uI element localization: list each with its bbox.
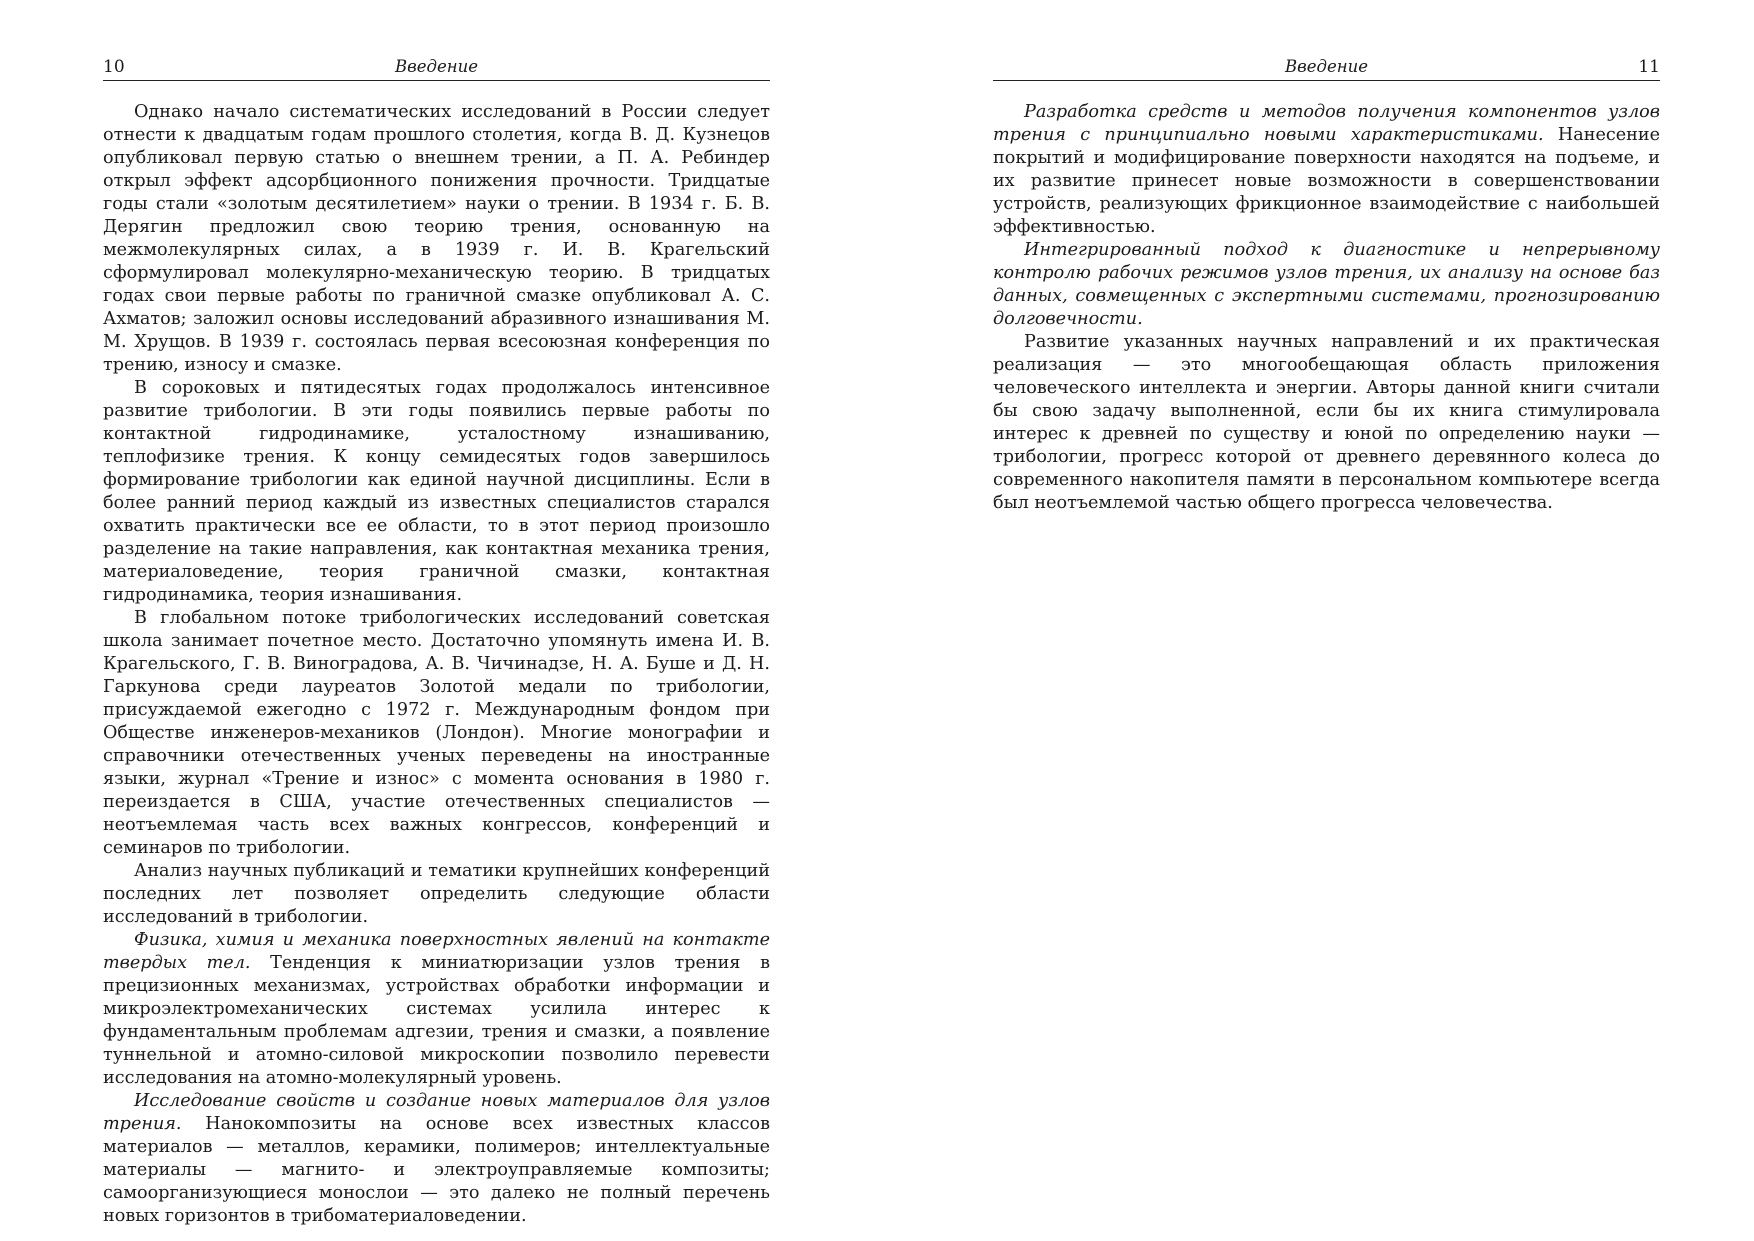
paragraph-text: В глобальном потоке трибологических исследований советская школа занимает почетное место. Достаточно упомянуть имена И. В. Крагельского, Г. В. Виноградова, А. В. Чичинадзе, Н. А. Буше и Д. Н. Гаркунова среди лауреатов Золотой медали по трибологии, присуждаемой ежегодно с 1972 г. Международным фондом при Обществе инженеров-механиков (Лондон). Многие монографии и справочники отечественных ученых переведены на иностранные языки, журнал «Трение и износ» с момента основания в 1980 г. переиздается в США, участие отечественных специалистов — неотъемлемая часть всех важных конгрессов, конференций и семинаров по трибологии. — [103, 608, 770, 858]
paragraph — [103, 1090, 770, 1228]
paragraph-lead-italic: Интегрированный подход к диагностике и непрерывному контролю рабочих режимов узлов трения, их анализу на основе баз данных, совмещенных с экспертными системами, прогнозированию долговечности. — [993, 240, 1660, 329]
paragraph-text: Нанесение покрытий и модифицирование поверхности находятся на подъеме, и их развитие принесет новые возможности в совершенствовании устройств, реализующих фрикционное взаимодействие с наибольшей эффективностью. — [993, 125, 1660, 237]
page-number: 11 — [1638, 57, 1660, 77]
running-title: Введение — [395, 57, 478, 76]
running-head — [993, 58, 1660, 81]
paragraph — [103, 607, 770, 860]
paragraph — [993, 101, 1660, 239]
paragraph — [103, 860, 770, 929]
paragraph-text: Нанокомпозиты на основе всех известных классов материалов — металлов, керамики, полимеров; интеллектуальные материалы — магнито- и электроуправляемые композиты; самоорганизующиеся монослои — это далеко не полный перечень новых горизонтов в трибоматериаловедении. — [103, 1114, 770, 1226]
paragraph — [993, 331, 1660, 515]
running-head — [103, 58, 770, 81]
paragraph — [103, 101, 770, 377]
paragraph-lead-italic: Исследование свойств и создание новых материалов для узлов трения. — [103, 1091, 770, 1134]
paragraph-text: Анализ научных публикаций и тематики крупнейших конференций последних лет позволяет определить следующие области исследований в трибологии. — [103, 861, 770, 927]
paragraph — [103, 929, 770, 1090]
paragraph — [993, 239, 1660, 331]
paragraph-text: Однако начало систематических исследований в России следует отнести к двадцатым годам прошлого столетия, когда В. Д. Кузнецов опубликовал первую статью о внешнем трении, а П. А. Ребиндер открыл эффект адсорбционного понижения прочности. Тридцатые годы стали «золотым десятилетием» науки о трении. В 1934 г. Б. В. Дерягин предложил свою теорию трения, основанную на межмолекулярных силах, а в 1939 г. И. В. Крагельский сформулировал молекулярно-механическую теорию. В тридцатых годах свои первые работы по граничной смазке опубликовал А. С. Ахматов; заложил основы исследований абразивного изнашивания М. М. Хрущов. В 1939 г. состоялась первая всесоюзная конференция по трению, износу и смазке. — [103, 102, 770, 375]
page-number: 10 — [103, 57, 125, 77]
left-page — [103, 58, 770, 1228]
paragraph-text: Развитие указанных научных направлений и их практическая реализация — это многообещающая область приложения человеческого интеллекта и энергии. Авторы данной книги считали бы свою задачу выполненной, если бы их книга стимулировала интерес к древней по существу и юной по определению науки — трибологии, прогресс которой от древнего деревянного колеса до современного накопителя памяти в персональном компьютере всегда был неотъемлемой частью общего прогресса человечества. — [993, 332, 1660, 513]
body-text — [993, 101, 1660, 515]
paragraph — [103, 377, 770, 607]
body-text — [103, 101, 770, 1228]
paragraph-lead-italic: Физика, химия и механика поверхностных явлений на контакте твердых тел. — [103, 930, 770, 973]
right-page — [993, 58, 1660, 515]
paragraph-text: Тенденция к миниатюризации узлов трения в прецизионных механизмах, устройствах обработки информации и микроэлектромеханических системах усилила интерес к фундаментальным проблемам адгезии, трения и смазки, а появление туннельной и атомно-силовой микроскопии позволило перевести исследования на атомно-молекулярный уровень. — [103, 953, 771, 1088]
paragraph-lead-italic: Разработка средств и методов получения компонентов узлов трения с принципиально новыми характеристиками. — [993, 102, 1660, 145]
running-title: Введение — [1285, 57, 1368, 76]
paragraph-text: В сороковых и пятидесятых годах продолжалось интенсивное развитие трибологии. В эти годы появились первые работы по контактной гидродинамике, усталостному изнашиванию, теплофизике трения. К концу семидесятых годов завершилось формирование трибологии как единой научной дисциплины. Если в более ранний период каждый из известных специалистов старался охватить практически все ее области, то в этот период произошло разделение на такие направления, как контактная механика трения, материаловедение, теория граничной смазки, контактная гидродинамика, теория изнашивания. — [103, 378, 770, 605]
